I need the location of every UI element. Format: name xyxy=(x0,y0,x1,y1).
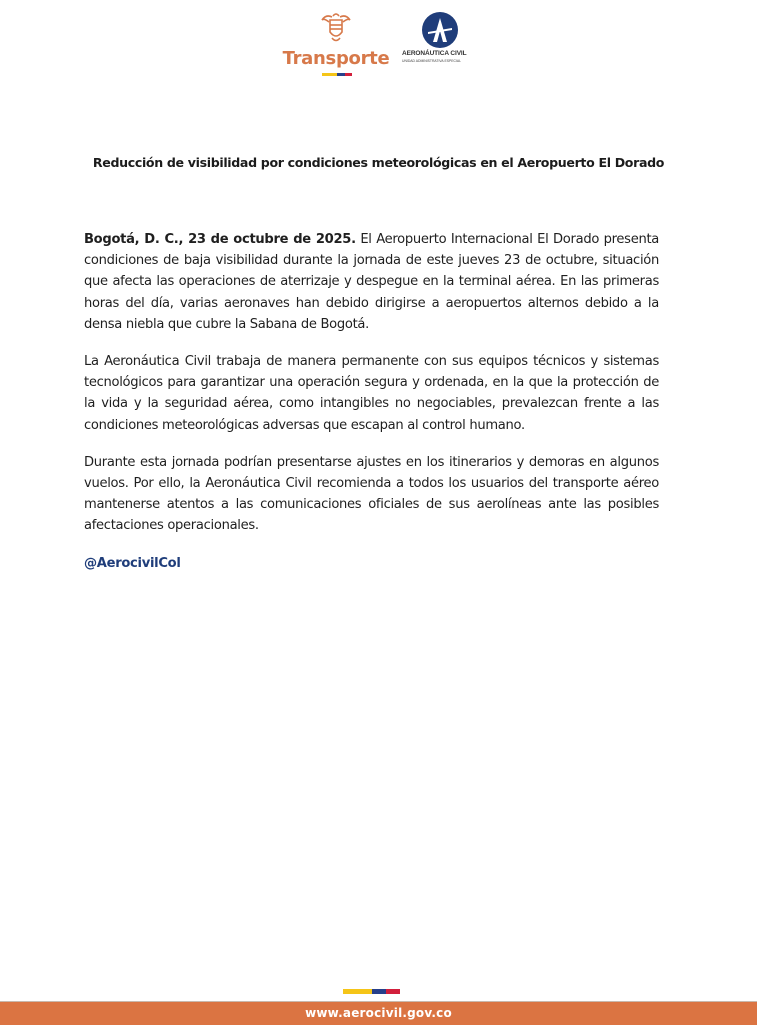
aerocivil-emblem-icon xyxy=(422,12,458,48)
paragraph-2: La Aeronáutica Civil trabaja de manera permanente con sus equipos técnicos y sistemas tecnológicos para garantizar una operación segura y ordenada, en la que la protección de la vida y la seguridad aérea, como intangibles no negociables, prevalezcan frente a las condiciones meteorológicas adversas que escapan al control humano. xyxy=(84,354,659,433)
transporte-wordmark: Transporte xyxy=(282,48,390,69)
aerocivil-subtitle: UNIDAD ADMINISTRATIVA ESPECIAL xyxy=(402,59,462,63)
twitter-handle[interactable]: @AerocivilCol xyxy=(84,555,181,571)
paragraph-1-text: El Aeropuerto Internacional El Dorado presenta condiciones de baja visibilidad durante la jornada de este jueves 23 de octubre, situación que afecta las operaciones de aterrizaje y despegue en la terminal aérea. En las primeras horas del día, varias aeronaves han debido dirigirse a aeropuertos alternos debido a la densa niebla que cubre la Sabana de Bogotá. xyxy=(84,232,659,332)
footer-flag-stripe xyxy=(343,989,400,994)
paragraph-3: Durante esta jornada podrían presentarse ajustes en los itinerarios y demoras en algunos vuelos. Por ello, la Aeronáutica Civil recomienda a todos los usuarios del transporte aéreo mantenerse atentos a las comunicaciones oficiales de sus aerolíneas ante las posibles afectaciones operacionales. xyxy=(84,454,659,534)
document-body xyxy=(84,229,659,574)
paragraph-1 xyxy=(84,229,659,335)
dateline: Bogotá, D. C., 23 de octubre de 2025. xyxy=(84,232,356,247)
aerocivil-name: AERONÁUTICA CIVIL xyxy=(402,50,467,57)
document-title: Reducción de visibilidad por condiciones meteorológicas en el Aeropuerto El Dorado xyxy=(92,155,665,170)
footer-website-link[interactable]: www.aerocivil.gov.co xyxy=(305,1006,452,1020)
coat-of-arms-icon xyxy=(320,10,352,46)
footer-bar xyxy=(0,1001,757,1025)
transporte-logo xyxy=(282,10,390,80)
aerocivil-logo xyxy=(402,10,482,70)
letterhead xyxy=(0,0,757,90)
colombia-flag-stripe xyxy=(322,73,352,76)
